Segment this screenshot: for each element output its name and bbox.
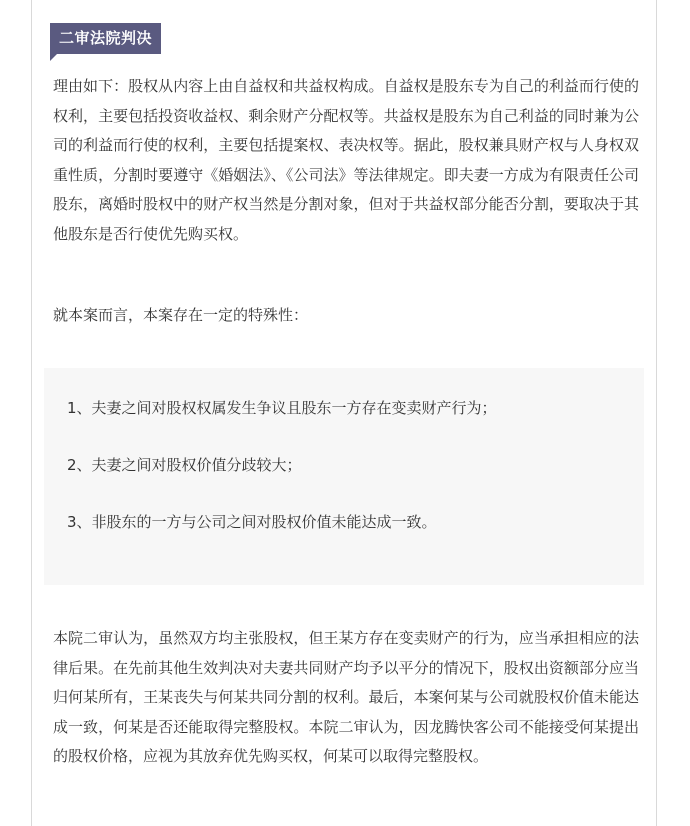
conclusion-paragraph: 本院二审认为，虽然双方均主张股权，但王某方存在变卖财产的行为，应当承担相应的法律后果。在先前其他生效判决对夫妻共同财产均予以平分的情况下，股权出资额部分应当归何某所有，王某丧失与何某共同分割的权利。最后，本案何某与公司就股权价值未能达成一致，何某是否还能取得完整股权。本院二审认为，因龙腾快客公司不能接受何某提出的股权价格，应视为其放弃优先购买权，何某可以取得完整股权。 bbox=[53, 629, 639, 765]
particularity-list bbox=[44, 368, 644, 585]
reason-paragraph: 理由如下：股权从内容上由自益权和共益权构成。自益权是股东专为自己的利益而行使的权利，主要包括投资收益权、剩余财产分配权等。共益权是股东为自己利益的同时兼为公司的利益而行使的权利，主要包括提案权、表决权等。据此，股权兼具财产权与人身权双重性质，分割时要遵守《婚姻法》、《公司法》等法律规定。即夫妻一方成为有限责任公司股东，离婚时股权中的财产权当然是分割对象，但对于共益权部分能否分割，要取决于其他股东是否行使优先购买权。 bbox=[53, 77, 639, 243]
list-item: 3、非股东的一方与公司之间对股权价值未能达成一致。 bbox=[67, 513, 437, 531]
section-heading bbox=[50, 23, 161, 54]
intro-paragraph: 就本案而言，本案存在一定的特殊性： bbox=[53, 306, 309, 324]
section-heading-label: 二审法院判决 bbox=[50, 23, 161, 54]
list-item: 2、夫妻之间对股权价值分歧较大； bbox=[67, 456, 302, 474]
list-item: 1、夫妻之间对股权权属发生争议且股东一方存在变卖财产行为； bbox=[67, 399, 497, 417]
